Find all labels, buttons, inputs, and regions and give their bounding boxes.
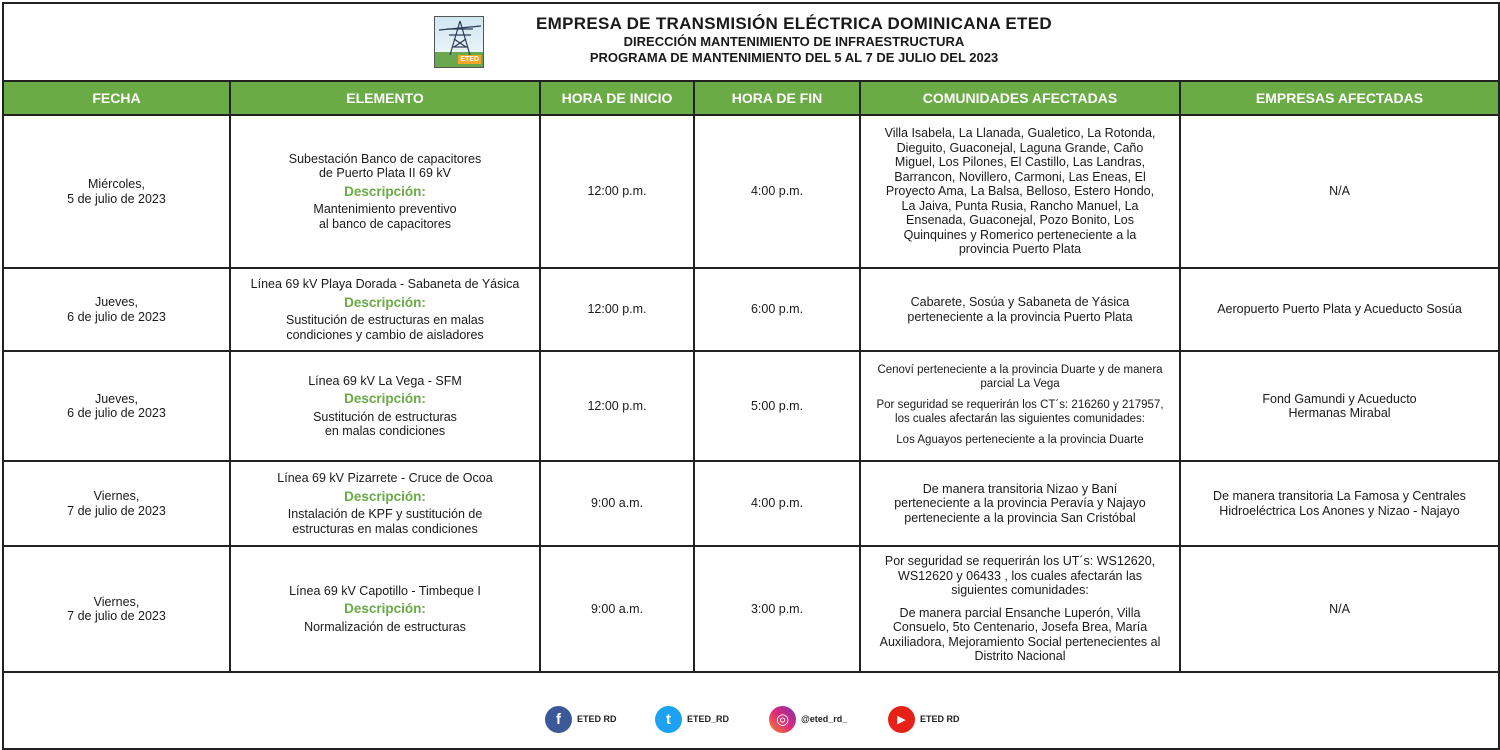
social-label[interactable]: ETED RD [920,714,960,724]
element-cell [230,115,540,268]
communities-part-1: Cenoví perteneciente a la provincia Duarte y de manera parcial La Vega [877,364,1163,390]
column-header-empresas: EMPRESAS AFECTADAS [1180,82,1498,115]
date-cell: Jueves, 6 de julio de 2023 [4,268,230,351]
communities-cell: Cabarete, Sosúa y Sabaneta de Yásica perteneciente a la provincia Puerto Plata [860,268,1180,351]
column-header-elemento: ELEMENTO [230,82,540,115]
end-time-cell: 4:00 p.m. [694,461,860,546]
element-cell [230,351,540,461]
communities-part-2: De manera parcial Ensanche Luperón, Villa Consuelo, 5to Centenario, Josefa Brea, María Auxiliadora, Mejoramiento Social pertenecientes al Distrito Nacional [879,605,1161,664]
table-row [4,115,1498,268]
table-header-row [4,82,1498,115]
companies-cell: N/A [1180,115,1498,268]
element-name: Subestación Banco de capacitores de Puerto Plata II 69 kV [288,151,482,181]
communities-cell [860,351,1180,461]
description-text: Sustitución de estructuras en malas condiciones [313,409,457,438]
social-facebook[interactable] [545,705,617,733]
end-time-cell: 5:00 p.m. [694,351,860,461]
companies-cell: Aeropuerto Puerto Plata y Acueducto Sosúa [1180,268,1498,351]
description-label: Descripción: [344,183,426,199]
date-cell: Viernes, 7 de julio de 2023 [4,546,230,672]
table-row [4,351,1498,461]
program-title: PROGRAMA DE MANTENIMIENTO DEL 5 AL 7 DE JULIO DEL 2023 [589,50,999,65]
column-header-hora-fin: HORA DE FIN [694,82,860,115]
facebook-icon[interactable]: f [545,706,572,733]
column-header-hora-inicio: HORA DE INICIO [540,82,694,115]
table-row [4,268,1498,351]
date-cell: Viernes, 7 de julio de 2023 [4,461,230,546]
element-cell [230,268,540,351]
social-twitter[interactable] [655,705,729,733]
social-label[interactable]: ETED_RD [687,714,730,724]
maintenance-table [4,82,1498,673]
companies-cell: De manera transitoria La Famosa y Centrales Hidroeléctrica Los Anones y Nizao - Najayo [1180,461,1498,546]
social-label[interactable]: @eted_rd_ [801,714,848,724]
communities-cell: Villa Isabela, La Llanada, Gualetico, La Rotonda, Dieguito, Guaconejal, Laguna Grande, Caño Miguel, Los Pilones, El Castillo, Las Landras, Barrancon, Novillero, Carmoni, Las Eneas, El Proyecto Ama, La Balsa, Belloso, Estero Hondo, La Jaiva, Punta Rusia, Rancho Manuel, La Ensenada, Guaconejal, Pozo Bonito, Los Quinquines y Romerico perteneciente a la provincia Puerto Plata [860,115,1180,268]
company-title: EMPRESA DE TRANSMISIÓN ELÉCTRICA DOMINICANA ETED [536,14,1052,33]
social-footer [4,678,1498,748]
element-name: Línea 69 kV Pizarrete - Cruce de Ocoa [277,471,493,485]
column-header-fecha: FECHA [4,82,230,115]
table-row [4,461,1498,546]
date-cell: Jueves, 6 de julio de 2023 [4,351,230,461]
communities-part-1: Por seguridad se requerirán los UT´s: WS12620, WS12620 y 06433 , los cuales afectarán las siguientes comunidades: [884,554,1156,598]
description-text: Mantenimiento preventivo al banco de capacitores [313,202,457,231]
instagram-icon[interactable]: ◎ [769,706,796,733]
description-text: Normalización de estructuras [304,619,466,634]
eted-logo [434,16,484,68]
element-cell [230,546,540,672]
date-cell: Miércoles, 5 de julio de 2023 [4,115,230,268]
end-time-cell: 3:00 p.m. [694,546,860,672]
companies-cell: N/A [1180,546,1498,672]
description-label: Descripción: [344,391,426,406]
youtube-icon[interactable]: ▶ [888,706,915,733]
element-name: Línea 69 kV La Vega - SFM [308,373,462,388]
department-title: DIRECCIÓN MANTENIMIENTO DE INFRAESTRUCTURA [623,34,965,49]
logo-badge: ETED [460,56,479,63]
start-time-cell: 12:00 p.m. [540,115,694,268]
title-block [494,14,1094,66]
start-time-cell: 9:00 a.m. [540,546,694,672]
header [4,4,1498,82]
start-time-cell: 9:00 a.m. [540,461,694,546]
table-row [4,546,1498,672]
description-text: Sustitución de estructuras en malas condiciones y cambio de aisladores [285,313,485,342]
end-time-cell: 6:00 p.m. [694,268,860,351]
companies-cell: Fond Gamundi y Acueducto Hermanas Mirabal [1180,351,1498,461]
communities-cell: De manera transitoria Nizao y Baní perteneciente a la provincia Peravía y Najayo perteneciente a la provincia San Cristóbal [860,461,1180,546]
end-time-cell: 4:00 p.m. [694,115,860,268]
description-label: Descripción: [344,294,426,310]
social-instagram[interactable] [769,705,847,733]
communities-cell [860,546,1180,672]
description-text: Instalación de KPF y sustitución de estructuras en malas condiciones [287,507,483,536]
element-name: Línea 69 kV Capotillo - Timbeque I [289,583,481,598]
column-header-comunidades: COMUNIDADES AFECTADAS [860,82,1180,115]
communities-part-3: Los Aguayos perteneciente a la provincia Duarte [896,434,1144,447]
twitter-icon[interactable]: t [655,706,682,733]
document-frame [2,2,1500,750]
description-label: Descripción: [344,601,426,617]
social-label[interactable]: ETED RD [577,714,617,724]
start-time-cell: 12:00 p.m. [540,268,694,351]
description-label: Descripción: [344,488,426,504]
social-youtube[interactable] [888,705,960,733]
element-name: Línea 69 kV Playa Dorada - Sabaneta de Yásica [250,277,520,291]
element-cell [230,461,540,546]
communities-part-2: Por seguridad se requerirán los CT´s: 216260 y 217957, los cuales afectarán las siguientes comunidades: [876,399,1164,425]
start-time-cell: 12:00 p.m. [540,351,694,461]
